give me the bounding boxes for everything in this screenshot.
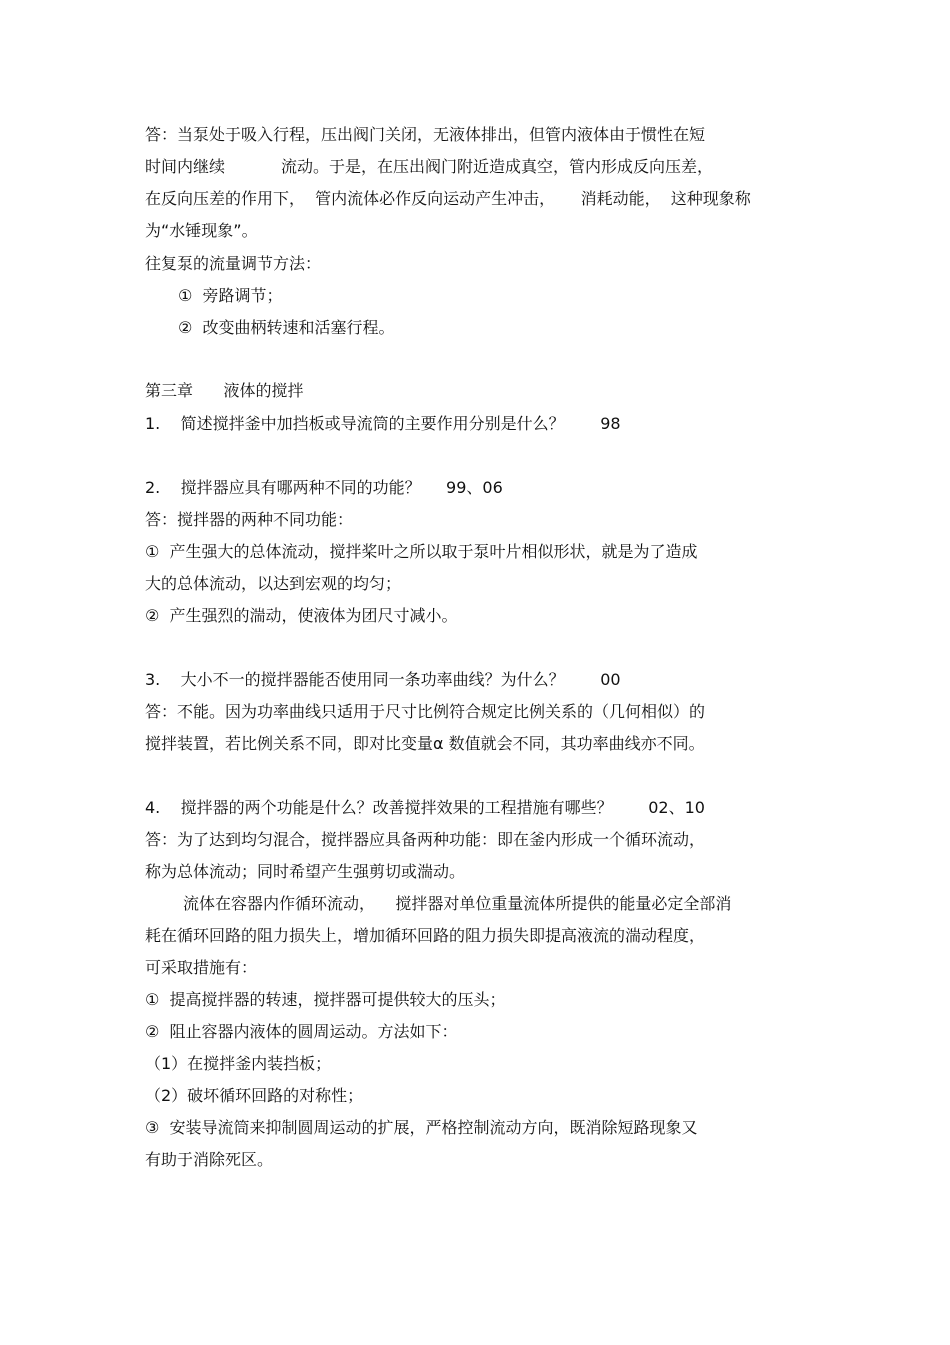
text-line: ② 阻止容器内液体的圆周运动。方法如下： bbox=[145, 1022, 458, 1041]
text-line: 答：为了达到均匀混合，搅拌器应具备两种功能：即在釜内形成一个循环流动， bbox=[145, 830, 706, 849]
text-line: 搅拌装置，若比例关系不同，即对比变量α 数值就会不同，其功率曲线亦不同。 bbox=[145, 734, 705, 753]
text-line: 流体在容器内作循环流动， 搅拌器对单位重量流体所提供的能量必定全部消 bbox=[183, 894, 732, 913]
chapter-heading: 第三章 液体的搅拌 bbox=[145, 381, 304, 400]
text-line: 在反向压差的作用下， 管内流体必作反向运动产生冲击， 消耗动能， 这种现象称 bbox=[145, 189, 751, 208]
question: 2. 搅拌器应具有哪两种不同的功能？ 99、06 bbox=[145, 478, 503, 497]
text-line: 为“水锤现象”。 bbox=[145, 221, 258, 240]
text-line: ① 产生强大的总体流动，搅拌桨叶之所以取于泵叶片相似形状，就是为了造成 bbox=[145, 542, 698, 561]
question: 1. 简述搅拌釜中加挡板或导流筒的主要作用分别是什么？ 98 bbox=[145, 414, 621, 433]
text-line: ② 产生强烈的湍动，使液体为团尺寸减小。 bbox=[145, 606, 458, 625]
list-item: ① 旁路调节； bbox=[178, 286, 283, 305]
text-line: 答：当泵处于吸入行程，压出阀门关闭，无液体排出，但管内液体由于惯性在短 bbox=[145, 125, 706, 144]
question: 4. 搅拌器的两个功能是什么？改善搅拌效果的工程措施有哪些？ 02、10 bbox=[145, 798, 705, 817]
text-line: 时间内继续 流动。于是，在压出阀门附近造成真空，管内形成反向压差， bbox=[145, 157, 713, 176]
text-line: 有助于消除死区。 bbox=[145, 1150, 274, 1169]
text-line: 耗在循环回路的阻力损失上，增加循环回路的阻力损失即提高液流的湍动程度， bbox=[145, 926, 706, 945]
text-line: 可采取措施有： bbox=[145, 958, 258, 977]
question: 3. 大小不一的搅拌器能否使用同一条功率曲线？为什么？ 00 bbox=[145, 670, 621, 689]
text-line: 答：搅拌器的两种不同功能： bbox=[145, 510, 354, 529]
text-line: （2）破坏循环回路的对称性； bbox=[145, 1086, 364, 1105]
list-item: ② 改变曲柄转速和活塞行程。 bbox=[178, 318, 395, 337]
text-line: ③ 安装导流筒来抑制圆周运动的扩展，严格控制流动方向，既消除短路现象又 bbox=[145, 1118, 698, 1137]
text-line: ① 提高搅拌器的转速，搅拌器可提供较大的压头； bbox=[145, 990, 506, 1009]
text-line: 称为总体流动；同时希望产生强剪切或湍动。 bbox=[145, 862, 466, 881]
text-line: 答：不能。因为功率曲线只适用于尺寸比例符合规定比例关系的（几何相似）的 bbox=[145, 702, 706, 721]
text-line: （1）在搅拌釜内装挡板； bbox=[145, 1054, 332, 1073]
text-line: 往复泵的流量调节方法： bbox=[145, 254, 322, 273]
text-line: 大的总体流动，以达到宏观的均匀； bbox=[145, 574, 402, 593]
